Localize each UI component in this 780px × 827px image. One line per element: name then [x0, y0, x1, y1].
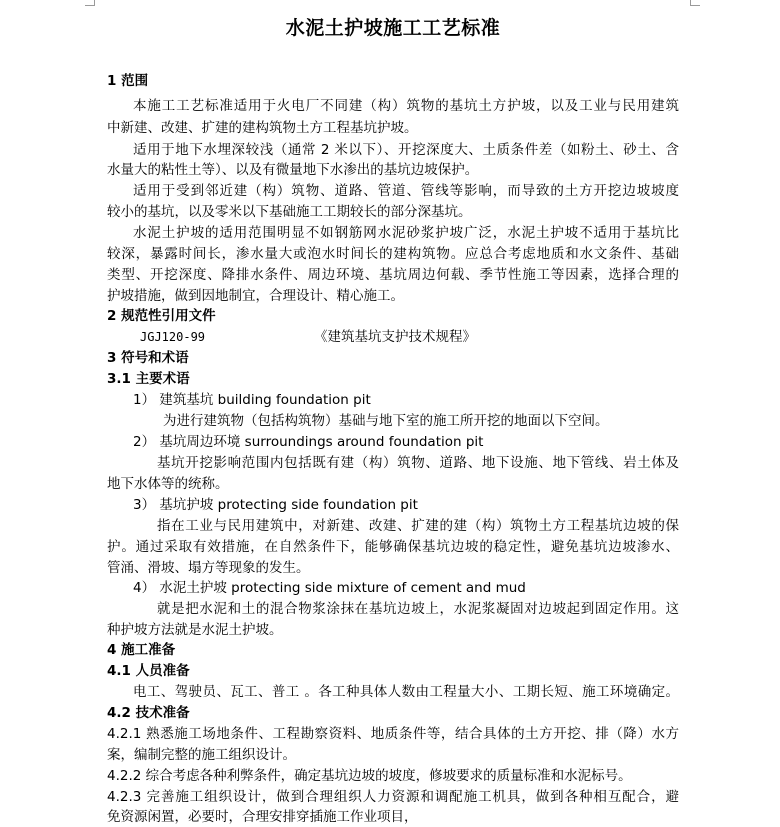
- term-1-definition: 为进行建筑物（包括构筑物）基础与地下室的施工所开挖的地面以下空间。: [163, 413, 609, 429]
- section-1-heading: 1 范围: [107, 73, 149, 89]
- paragraph-line: 水量大的粘性土等）、以及有微量地下水渗出的基坑边坡保护。: [107, 162, 479, 178]
- paragraph-line: 本施工工艺标准适用于火电厂不同建（构）筑物的基坑土方护坡，以及工业与民用建筑: [133, 98, 679, 114]
- term-4-definition-line: 种护坡方法就是水泥土护坡。: [107, 622, 283, 638]
- standard-name: 《建筑基坑支护技术规程》: [314, 329, 476, 345]
- term-2-definition-line: 基坑开挖影响范围内包括既有建（构）筑物、道路、地下设施、地下管线、岩土体及: [157, 455, 679, 471]
- term-4: 4） 水泥土护坡 protecting side mixture of cement and mud: [133, 580, 526, 596]
- paragraph-line: 适用于受到邻近建（构）筑物、道路、管道、管线等影响，而导致的土方开挖边坡坡度: [133, 183, 679, 199]
- paragraph-line: 4.2.2 综合考虑各种利弊条件，确定基坑边坡的坡度，修坡要求的质量标准和水泥标号。: [107, 768, 632, 784]
- term-4-definition-line: 就是把水泥和土的混合物浆涂抹在基坑边坡上，水泥浆凝固对边坡起到固定作用。这: [157, 601, 679, 617]
- paragraph-line: 4.2.1 熟悉施工场地条件、工程勘察资料、地质条件等，结合具体的土方开挖、排（降）水方: [107, 726, 679, 742]
- term-3-definition-line: 指在工业与民用建筑中，对新建、改建、扩建的建（构）筑物土方工程基坑边坡的保: [157, 518, 679, 534]
- section-4-1-heading: 4.1 人员准备: [107, 663, 190, 679]
- term-1: 1） 建筑基坑 building foundation pit: [133, 392, 371, 408]
- section-2-heading: 2 规范性引用文件: [107, 308, 216, 324]
- section-3-1-heading: 3.1 主要术语: [107, 371, 190, 387]
- paragraph-line: 类型、开挖深度、降排水条件、周边环境、基坑周边何载、季节性施工等因素，选择合理的: [107, 267, 679, 283]
- section-3-heading: 3 符号和术语: [107, 350, 189, 366]
- term-2-definition-line: 地下水体等的统称。: [107, 476, 229, 492]
- term-3-definition-line: 管涌、滑坡、塌方等现象的发生。: [107, 560, 310, 576]
- paragraph-line: 免资源闲置，必要时，合理安排穿插施工作业项目，: [107, 809, 418, 825]
- paragraph-line: 较小的基坑，以及零米以下基础施工工期较长的部分深基坑。: [107, 204, 472, 220]
- paragraph-line: 电工、驾驶员、瓦工、普工 。各工种具体人数由工程量大小、工期长短、施工环境确定。: [133, 684, 679, 700]
- standard-code: JGJ120-99: [140, 330, 206, 344]
- paragraph-line: 护坡措施，做到因地制宜，合理设计、精心施工。: [107, 288, 404, 304]
- paragraph-line: 案，编制完整的施工组织设计。: [107, 747, 296, 763]
- section-4-2-heading: 4.2 技术准备: [107, 705, 190, 721]
- paragraph-line: 中新建、改建、扩建的建构筑物土方工程基坑护坡。: [107, 120, 418, 136]
- paragraph-line: 适用于地下水埋深较浅（通常 2 米以下）、开挖深度大、土质条件差（如粉土、砂土、含: [133, 142, 679, 158]
- term-3-definition-line: 护。通过采取有效措施，在自然条件下，能够确保基坑边坡的稳定性，避免基坑边坡渗水、: [107, 539, 679, 555]
- page-corner-mark-left: [85, 0, 95, 6]
- term-3: 3） 基坑护坡 protecting side foundation pit: [133, 497, 418, 513]
- document-title: 水泥土护坡施工工艺标准: [285, 17, 501, 39]
- paragraph-line: 水泥土护坡的适用范围明显不如钢筋网水泥砂浆护坡广泛，水泥土护坡不适用于基坑比: [133, 225, 679, 241]
- page-corner-mark-right: [690, 0, 700, 6]
- term-2: 2） 基坑周边环境 surroundings around foundation pit: [133, 434, 484, 450]
- paragraph-line: 较深，暴露时间长，渗水量大或泡水时间长的建构筑物。应总合考虑地质和水文条件、基础: [107, 246, 679, 262]
- paragraph-line: 4.2.3 完善施工组织设计，做到合理组织人力资源和调配施工机具，做到各种相互配合，避: [107, 789, 679, 805]
- section-4-heading: 4 施工准备: [107, 642, 176, 658]
